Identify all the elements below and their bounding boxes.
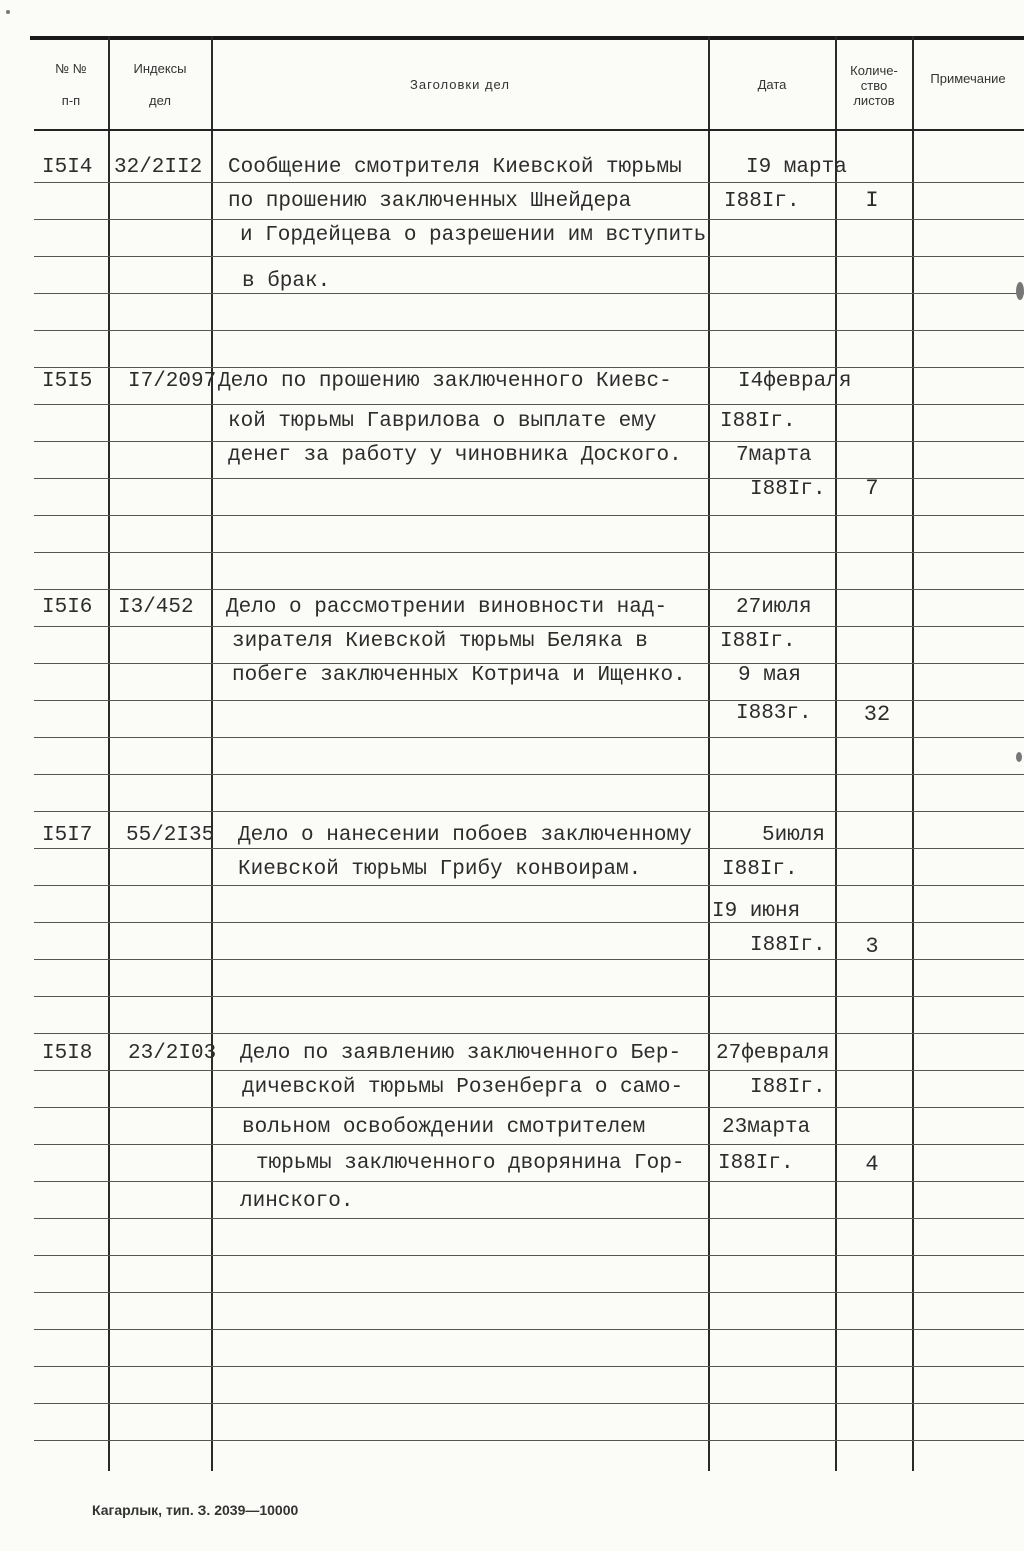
entry-date: I9 марта [746,156,847,179]
ruled-line [34,737,1024,738]
ruled-line [34,996,1024,997]
header-sheets-line2: ство [860,77,888,93]
entry-title-line: дичевской тюрьмы Розенберга о само- [242,1076,684,1099]
entry-title-line: денег за работу у чиновника Доского. [228,444,682,467]
entry-date: I4февраля [738,370,852,393]
entry-number: I5I7 [42,824,93,847]
entry-title-line: линского. [240,1190,354,1213]
header-sheets-line3: листов [853,92,895,108]
header-sheets-line1: Количе- [850,62,898,78]
ruled-line [34,1107,1024,1108]
entry-number: I5I4 [42,156,93,179]
entry-date: I88Iг. [718,1152,794,1175]
entry-sheets: 32 [863,702,891,727]
ruled-line [34,1033,1024,1034]
header-title [213,44,707,126]
ruled-line [34,1070,1024,1071]
entry-date: I9 июня [712,900,801,923]
entry-index: 32/2II2 [114,156,203,179]
entry-date: I883г. [736,702,812,725]
ruled-line [34,700,1024,701]
header-num [34,44,108,126]
ruled-line [34,922,1024,923]
entry-title-line: Дело о нанесении побоев заключенному [238,824,692,847]
entry-index: 23/2I03 [128,1042,217,1065]
scan-mark [1016,752,1022,762]
ruled-line [34,774,1024,775]
ruled-line [34,1292,1024,1293]
entry-index: I3/452 [118,596,194,619]
entry-title-line: Киевской тюрьмы Грибу конвоирам. [238,858,642,881]
entry-date: I88Iг. [724,190,800,213]
entry-date: 9 мая [738,664,802,687]
ruled-line [34,959,1024,960]
entry-date: I88Iг. [750,1076,826,1099]
ruled-line [34,256,1024,257]
header-index-line2: дел [149,93,171,108]
entry-date: 7марта [736,444,812,467]
ruled-line [34,1181,1024,1182]
header-date [710,44,834,126]
ruled-line [34,182,1024,183]
entry-title-line: вольном освобождении смотрителем [242,1116,646,1139]
ruled-line [34,1218,1024,1219]
header-index [110,44,210,126]
ruled-line [34,589,1024,590]
entry-date: 23марта [722,1116,811,1139]
entry-number: I5I5 [42,370,93,393]
printer-imprint: Кагарлык, тип. З. 2039—10000 [92,1502,299,1518]
header-title-text: Заголовки дел [410,77,510,92]
entry-sheets: 7 [865,476,879,501]
ruled-line [34,441,1024,442]
entry-title-line: в брак. [242,270,331,293]
entry-index: I7/2097 [128,370,217,393]
entry-title-line: Дело по прошению заключенного Киевс- [218,370,672,393]
entry-date: 27июля [736,596,812,619]
entry-number: I5I6 [42,596,93,619]
entry-date: I88Iг. [722,858,798,881]
ruled-line [34,885,1024,886]
header-note-text: Примечание [930,71,1006,86]
entry-title-line: тюрьмы заключенного дворянина Гор- [256,1152,685,1175]
entry-date: 5июля [762,824,826,847]
ruled-line [34,1329,1024,1330]
entry-date: I88Iг. [750,478,826,501]
ruled-line [34,367,1024,368]
entry-title-line: по прошению заключенных Шнейдера [228,190,632,213]
entry-date: I88Iг. [750,934,826,957]
header-date-text: Дата [757,77,787,92]
ruled-line [34,811,1024,812]
entry-index: 55/2I35 [126,824,215,847]
ruled-line [34,1440,1024,1441]
entry-date: I88Iг. [720,410,796,433]
entry-number: I5I8 [42,1042,93,1065]
scan-mark [6,10,10,14]
entry-title-line: Дело по заявлению заключенного Бер- [240,1042,682,1065]
ruled-line [34,515,1024,516]
header-num-line1: № № [55,61,87,76]
top-rule [30,36,1024,40]
header-sheets [837,44,911,126]
ruled-line [34,1255,1024,1256]
ruled-line [34,219,1024,220]
ruled-line [34,552,1024,553]
entry-date: 27февраля [716,1042,830,1065]
ruled-line [34,330,1024,331]
entry-date: I88Iг. [720,630,796,653]
entry-title-line: побеге заключенных Котрича и Ищенко. [232,664,686,687]
header-note [914,44,1022,126]
ruled-line [34,1403,1024,1404]
entry-title-line: и Гордейцева о разрешении им вступить [240,224,707,247]
entry-sheets: 4 [865,1152,879,1177]
ruled-line [34,1366,1024,1367]
ruled-line [34,1144,1024,1145]
ruled-line [34,848,1024,849]
ruled-line [34,293,1024,294]
ruled-line [34,404,1024,405]
scan-mark [1016,282,1024,300]
ruled-line [34,626,1024,627]
entry-sheets: 3 [865,934,879,959]
header-num-line2: п-п [61,93,81,108]
entry-title-line: Сообщение смотрителя Киевской тюрьмы [228,156,682,179]
entry-title-line: кой тюрьмы Гаврилова о выплате ему [228,410,657,433]
entry-title-line: зирателя Киевской тюрьмы Беляка в [232,630,648,653]
entry-title-line: Дело о рассмотрении виновности над- [226,596,668,619]
header-index-line1: Индексы [133,61,187,76]
header-bottom-rule [34,129,1024,131]
entry-sheets: I [865,188,879,213]
